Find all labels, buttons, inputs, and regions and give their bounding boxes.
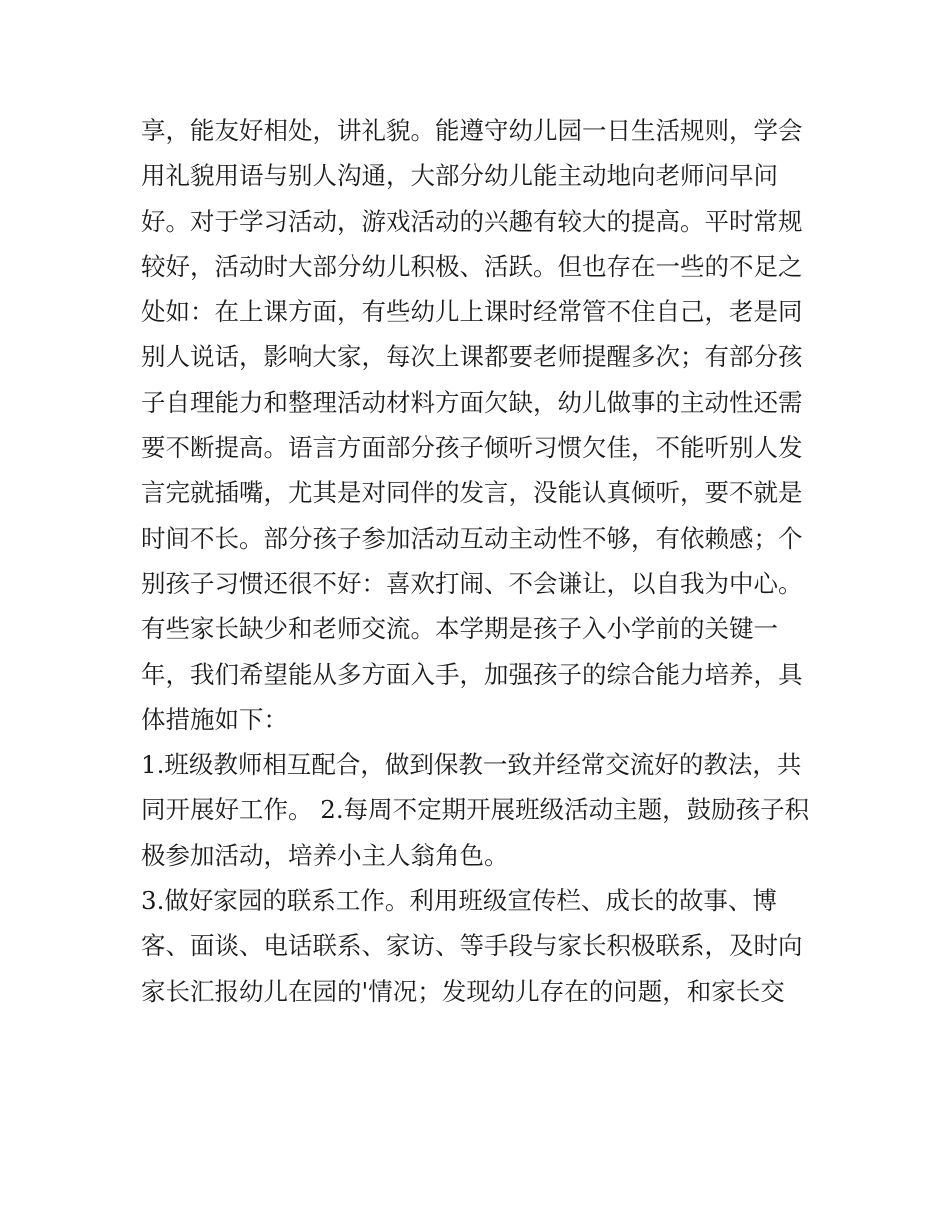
text-line: 享，能友好相处，讲礼貌。能遵守幼儿园一日生活规则，学会 bbox=[141, 116, 803, 145]
text-line: 好。对于学习活动，游戏活动的兴趣有较大的提高。平时常规 bbox=[141, 206, 803, 236]
text-line: 别人说话，影响大家，每次上课都要老师提醒多次；有部分孩 bbox=[141, 342, 803, 372]
body-text bbox=[141, 108, 821, 1014]
text-line: 时间不长。部分孩子参加活动互动主动性不够，有依赖感；个 bbox=[141, 523, 803, 553]
text-line: 3.做好家园的联系工作。利用班级宣传栏、成长的故事、博 bbox=[141, 886, 777, 916]
text-line: 年，我们希望能从多方面入手，加强孩子的综合能力培养，具 bbox=[141, 659, 803, 689]
text-line: 有些家长缺少和老师交流。本学期是孩子入小学前的关键一 bbox=[141, 614, 778, 644]
text-line: 要不断提高。语言方面部分孩子倾听习惯欠佳，不能听别人发 bbox=[141, 433, 803, 463]
text-line: 子自理能力和整理活动材料方面欠缺，幼儿做事的主动性还需 bbox=[141, 387, 803, 417]
text-line: 极参加活动，培养小主人翁角色。 bbox=[141, 840, 509, 870]
text-line: 别孩子习惯还很不好：喜欢打闹、不会谦让，以自我为中心。 bbox=[141, 568, 803, 598]
text-line: 体措施如下： bbox=[141, 704, 288, 734]
text-line: 较好，活动时大部分幼儿积极、活跃。但也存在一些的不足之 bbox=[141, 251, 803, 281]
text-line: 家长汇报幼儿在园的'情况；发现幼儿存在的问题，和家长交 bbox=[141, 976, 785, 1006]
text-line: 用礼貌用语与别人沟通，大部分幼儿能主动地向老师问早问 bbox=[141, 161, 778, 191]
text-line: 同开展好工作。 2.每周不定期开展班级活动主题，鼓励孩子积 bbox=[141, 795, 810, 825]
text-line: 客、面谈、电话联系、家访、等手段与家长积极联系，及时向 bbox=[141, 931, 803, 961]
text-line: 处如：在上课方面，有些幼儿上课时经常管不住自己，老是同 bbox=[141, 297, 803, 327]
text-line: 言完就插嘴，尤其是对同伴的发言，没能认真倾听，要不就是 bbox=[141, 478, 803, 508]
text-line: 1.班级教师相互配合，做到保教一致并经常交流好的教法，共 bbox=[141, 750, 802, 780]
